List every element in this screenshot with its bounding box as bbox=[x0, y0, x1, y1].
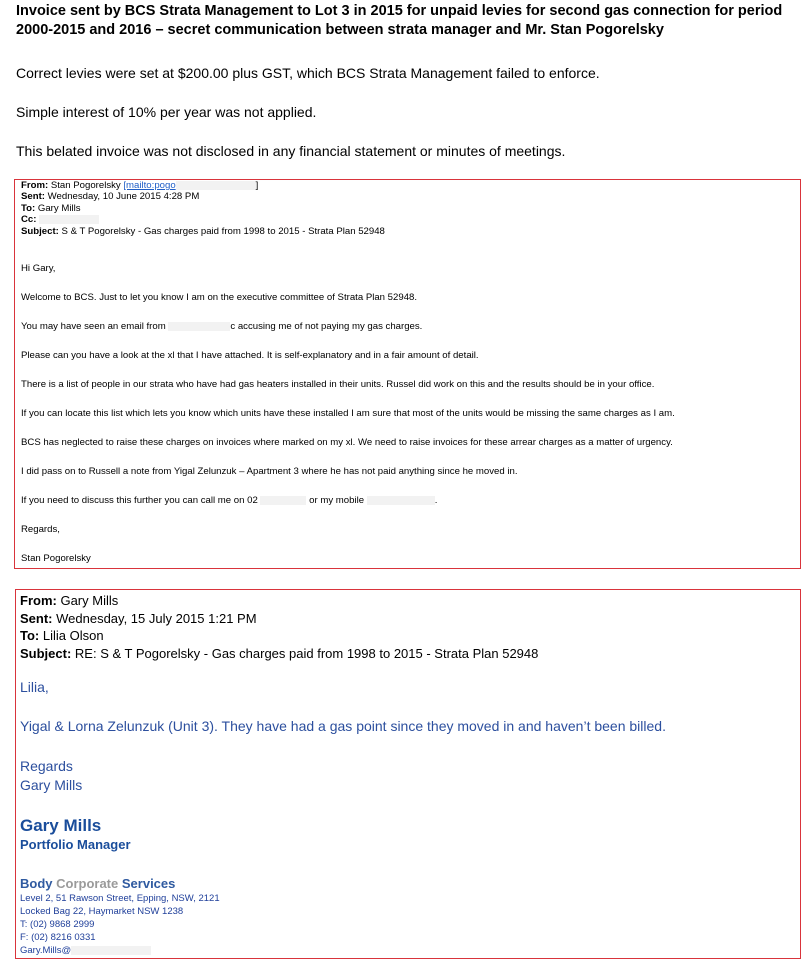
email-line: Welcome to BCS. Just to let you know I am on the executive committee of Strata Plan 52948. bbox=[21, 292, 418, 303]
email-line: There is a list of people in our strata who have had gas heaters installed in their units. Russel did work on this and the results should be in your office. bbox=[21, 379, 655, 390]
email-header: From: Gary Mills Sent: Wednesday, 15 July 2015 1:21 PM To: Lilia Olson Subject: RE: S & T Pogorelsky - Gas charges paid from 1998 to 2015 - Strata Plan 52948 bbox=[20, 593, 539, 661]
email-line: BCS has neglected to raise these charges on invoices where marked on my xl. We need to raise invoices for these arrear charges as a matter of urgency. bbox=[21, 437, 673, 448]
paragraph-disclosure: This belated invoice was not disclosed in any financial statement or minutes of meetings. bbox=[16, 143, 566, 159]
email-line: You may have seen an email from c accusing me of not paying my gas charges. bbox=[21, 321, 423, 332]
signature-role: Portfolio Manager bbox=[20, 837, 131, 852]
email-address-line[interactable]: Gary.Mills@ bbox=[20, 945, 151, 956]
email-regards: Regards bbox=[20, 758, 73, 774]
email-regards: Regards, bbox=[21, 524, 60, 535]
company-name: Body Corporate Services bbox=[20, 876, 176, 891]
email-stan-to-gary bbox=[14, 179, 801, 569]
redacted-email bbox=[71, 946, 151, 955]
email-line: If you need to discuss this further you can call me on 02 or my mobile . bbox=[21, 495, 438, 506]
redacted-mobile bbox=[367, 496, 435, 505]
email-gary-to-lilia bbox=[15, 589, 801, 959]
email-header: From: Stan Pogorelsky [mailto:pogo ] Sent: Wednesday, 10 June 2015 4:28 PM To: Gary Mills Cc: Subject: S & T Pogorelsky - Gas charges paid from 1998 to 2015 - Strata Plan 52948 bbox=[21, 180, 385, 237]
paragraph-levies: Correct levies were set at $200.00 plus GST, which BCS Strata Management failed to enforce. bbox=[16, 65, 600, 81]
fax-line: F: (02) 8216 0331 bbox=[20, 932, 96, 943]
email-body: Yigal & Lorna Zelunzuk (Unit 3). They have had a gas point since they moved in and haven’t been billed. bbox=[20, 718, 666, 734]
address-line: Level 2, 51 Rawson Street, Epping, NSW, 2121 bbox=[20, 893, 220, 904]
email-greeting: Lilia, bbox=[20, 679, 49, 695]
email-sender-name: Gary Mills bbox=[20, 777, 83, 793]
signature-name: Gary Mills bbox=[20, 816, 102, 835]
address-line: Locked Bag 22, Haymarket NSW 1238 bbox=[20, 906, 184, 917]
email-greeting: Hi Gary, bbox=[21, 263, 56, 274]
redacted-name bbox=[168, 322, 230, 331]
redacted-email bbox=[176, 181, 256, 190]
email-line: If you can locate this list which lets you know which units have these installed I am sure that most of the units would be missing the same charges as I am. bbox=[21, 408, 675, 419]
mailto-link[interactable]: [mailto:pogo bbox=[123, 180, 176, 191]
redacted-cc bbox=[39, 215, 99, 224]
phone-line: T: (02) 9868 2999 bbox=[20, 919, 95, 930]
email-signature: Stan Pogorelsky bbox=[21, 553, 91, 564]
email-line: I did pass on to Russell a note from Yigal Zelunzuk – Apartment 3 where he has not paid anything since he moved in. bbox=[21, 466, 518, 477]
paragraph-interest: Simple interest of 10% per year was not applied. bbox=[16, 104, 317, 120]
page-title: Invoice sent by BCS Strata Management to Lot 3 in 2015 for unpaid levies for second gas connection for period 2000-2015 and 2016 – secret communication between strata manager and Mr. Stan Pogorelsky bbox=[16, 3, 783, 38]
redacted-phone bbox=[260, 496, 306, 505]
email-line: Please can you have a look at the xl that I have attached. It is self-explanatory and in a fair amount of detail. bbox=[21, 350, 479, 361]
